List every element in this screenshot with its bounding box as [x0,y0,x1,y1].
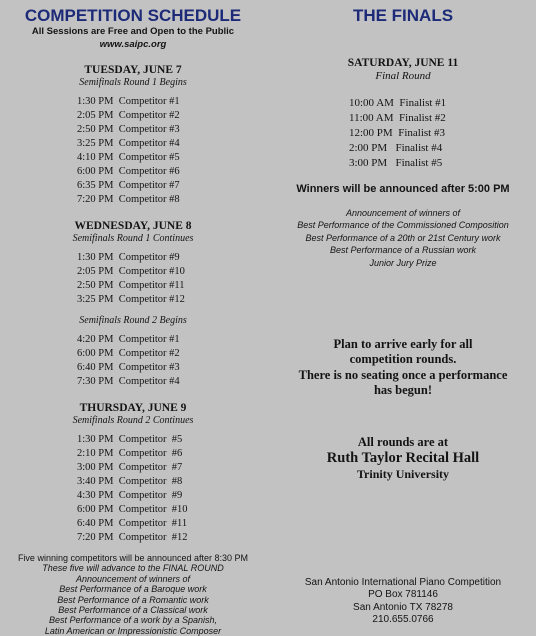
time-slot: 7:30 PM Competitor #4 [77,376,180,387]
venue-hall: Ruth Taylor Recital Hall [326,449,480,466]
finals-schedule [349,96,457,171]
award-item: Best Performance of a Romantic work [57,594,209,605]
time-slot: 2:50 PM Competitor #11 [77,280,185,291]
website-text: www.saipc.org [99,39,167,50]
schedule-day-label: WEDNESDAY, JUNE 8 [74,220,192,232]
time-slot: 3:40 PM Competitor #8 [77,476,183,487]
time-slot: 7:20 PM Competitor #12 [77,532,188,543]
time-slot: 2:05 PM Competitor #2 [77,110,180,121]
time-slot: 6:40 PM Competitor #3 [77,362,180,373]
notice-line: has begun! [373,383,432,398]
award-item: Best Performance of the Commissioned Composition [297,220,509,231]
notice-line: There is no seating once a performance [298,367,508,382]
schedule-subtitle: All Sessions are Free and Open to the Public [31,26,235,37]
schedule-title: COMPETITION SCHEDULE [24,6,242,25]
schedule-days [0,63,266,545]
time-slot: 2:05 PM Competitor #10 [77,266,185,277]
round-label: Semifinals Round 1 Continues [72,233,194,244]
finalist-slot: 11:00 AM Finalist #2 [349,112,446,124]
time-slot: 6:35 PM Competitor #7 [77,180,180,191]
award-item: Latin American or Impressionistic Composer [44,625,222,636]
schedule-day-label: TUESDAY, JUNE 7 [84,64,182,76]
finals-title: THE FINALS [352,6,454,25]
time-slot-list [77,251,189,307]
time-slot: 1:30 PM Competitor #5 [77,434,183,445]
arrival-notice [270,337,536,399]
advance-note [0,553,266,636]
venue-university: Trinity University [356,466,450,481]
note-line-3: Announcement of winners of [75,573,191,584]
notice-line: competition rounds. [349,352,457,367]
finalist-slot: 2:00 PM Finalist #4 [349,142,443,154]
time-slot: 7:20 PM Competitor #8 [77,194,180,205]
time-slot: 4:10 PM Competitor #5 [77,152,180,163]
address-line: PO Box 781146 [368,589,438,601]
address-line: 210.655.0766 [372,614,434,626]
address-line: San Antonio International Piano Competition [304,576,502,588]
finalist-slot: 3:00 PM Finalist #5 [349,157,443,169]
award-item: Best Performance of a work by a Spanish, [48,615,218,626]
contact-address [270,577,536,627]
award-item: Junior Jury Prize [369,257,437,268]
time-slot: 3:00 PM Competitor #7 [77,462,183,473]
time-slot-list [77,95,189,207]
schedule-day-label: THURSDAY, JUNE 9 [79,402,187,414]
round-label: Semifinals Round 2 Begins [79,315,187,326]
time-slot: 6:00 PM Competitor #10 [77,504,188,515]
finals-awards [270,207,536,269]
venue-intro: All rounds are at [357,434,449,449]
finalist-slot: 12:00 PM Finalist #3 [349,127,445,139]
finalist-slot: 10:00 AM Finalist #1 [349,97,447,109]
award-item: Best Performance of a Baroque work [59,584,207,595]
time-slot-list [77,433,189,545]
time-slot: 1:30 PM Competitor #1 [77,96,180,107]
award-item: Best Performance of a Russian work [329,245,477,256]
winners-announcement: Winners will be announced after 5:00 PM [296,183,510,195]
time-slot: 2:10 PM Competitor #6 [77,448,183,459]
time-slot: 4:30 PM Competitor #9 [77,490,183,501]
time-slot: 4:20 PM Competitor #1 [77,334,180,345]
note-line-2: These five will advance to the FINAL ROUND [42,563,224,574]
finals-day: SATURDAY, JUNE 11 [347,57,459,69]
time-slot-list [77,333,189,389]
note-line-1: Five winning competitors will be announced after 8:30 PM [17,553,249,563]
notice-line: Plan to arrive early for all [333,337,473,352]
time-slot: 6:00 PM Competitor #6 [77,166,180,177]
award-item: Best Performance of a Classical work [58,605,208,616]
finals-column [270,0,536,627]
round-label: Semifinals Round 1 Begins [79,77,187,88]
round-label: Semifinals Round 2 Continues [72,415,194,426]
time-slot: 3:25 PM Competitor #4 [77,138,180,149]
time-slot: 1:30 PM Competitor #9 [77,252,180,263]
finals-round: Final Round [375,70,431,82]
address-line: San Antonio TX 78278 [353,601,453,613]
time-slot: 3:25 PM Competitor #12 [77,294,185,305]
award-item: Best Performance of a 20th or 21st Century work [305,232,501,243]
competition-schedule-column [0,0,266,636]
time-slot: 6:00 PM Competitor #2 [77,348,180,359]
time-slot: 6:40 PM Competitor #11 [77,518,188,529]
award-item: Announcement of winners of [345,208,461,218]
time-slot: 2:50 PM Competitor #3 [77,124,180,135]
